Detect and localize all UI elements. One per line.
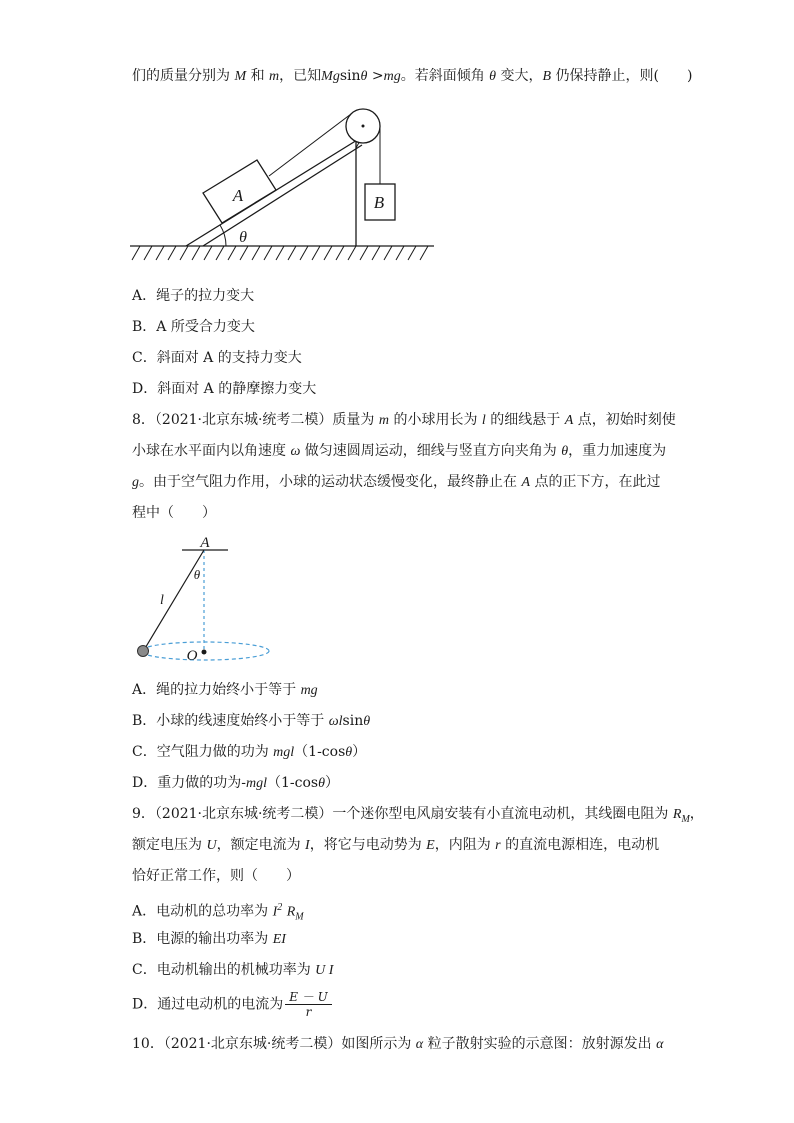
text-run: ， bbox=[689, 806, 704, 822]
q7-option-a bbox=[132, 286, 254, 306]
text-run: B．A 所受合力变大 bbox=[132, 319, 255, 335]
math-symbol: θ bbox=[489, 69, 497, 84]
math-script: M bbox=[295, 911, 304, 923]
current-fraction bbox=[285, 990, 332, 1019]
math-symbol: θ bbox=[561, 444, 569, 459]
math-symbol: I bbox=[305, 838, 310, 853]
math-symbol: U I bbox=[315, 963, 334, 978]
math-symbol: ωl bbox=[328, 714, 343, 729]
text-run: ，额定电流为 bbox=[216, 837, 306, 853]
text-run: A．绳子的拉力变大 bbox=[132, 288, 255, 304]
math-symbol: θ bbox=[345, 745, 353, 760]
q9-option-a bbox=[132, 898, 304, 927]
text-run: sin bbox=[342, 713, 364, 729]
math-symbol: r bbox=[495, 838, 501, 853]
q7-stem-line bbox=[132, 66, 692, 87]
q8-stem-line-1 bbox=[132, 410, 676, 431]
q7-option-c bbox=[132, 348, 302, 368]
text-run: 和 bbox=[246, 68, 270, 84]
text-run: sin bbox=[339, 68, 361, 84]
text-run: 10．（2021·北京东城·统考二模）如图所示为 bbox=[132, 1036, 416, 1052]
text-run: 点的正下方，在此过 bbox=[530, 474, 661, 490]
text-run: > bbox=[367, 68, 384, 84]
math-symbol: θ bbox=[318, 776, 325, 791]
text-run: D．斜面对 A 的静摩擦力变大 bbox=[132, 381, 317, 397]
q8-figure-conical-pendulum bbox=[130, 532, 280, 672]
text-run: ） bbox=[324, 775, 339, 791]
text-run: （1-cos bbox=[294, 744, 346, 760]
q9-stem-line-3 bbox=[132, 866, 300, 886]
q9-stem-line-2 bbox=[132, 835, 659, 856]
math-symbol: g bbox=[132, 475, 139, 490]
text-run: C．斜面对 A 的支持力变大 bbox=[132, 350, 302, 366]
text-run: C．电动机输出的机械功率为 bbox=[132, 962, 316, 978]
text-run: B．电源的输出功率为 bbox=[132, 931, 273, 947]
math-symbol: α bbox=[656, 1037, 664, 1052]
text-run: ，已知 bbox=[279, 68, 322, 84]
math-symbol: m bbox=[269, 69, 280, 84]
q9-option-d bbox=[132, 990, 332, 1019]
math-symbol: M bbox=[234, 69, 247, 84]
math-symbol: θ bbox=[363, 714, 371, 729]
math-symbol: A bbox=[521, 475, 531, 490]
math-script: 2 bbox=[277, 902, 283, 913]
string-length-label: l bbox=[160, 593, 164, 608]
math-symbol: Mg bbox=[321, 69, 340, 84]
math-symbol: mg bbox=[383, 69, 401, 84]
text-run: 。若斜面倾角 bbox=[400, 68, 490, 84]
text-run: 额定电压为 bbox=[132, 837, 207, 853]
text-run: 。由于空气阻力作用，小球的运动状态缓慢变化，最终静止在 bbox=[139, 474, 522, 490]
text-run: 点，初始时刻使 bbox=[573, 412, 676, 428]
text-run: ，将它与电动势为 bbox=[309, 837, 427, 853]
text-run: ，内阻为 bbox=[434, 837, 496, 853]
math-symbol: R bbox=[672, 807, 682, 822]
q9-option-c bbox=[132, 960, 333, 981]
text-run: 9．（2021·北京东城·统考二模）一个迷你型电风扇安装有小直流电动机，其线圈电阻为 bbox=[132, 806, 673, 822]
math-symbol: α bbox=[415, 1037, 424, 1052]
math-symbol: I bbox=[272, 904, 278, 920]
q10-stem-line-1 bbox=[132, 1034, 663, 1055]
math-symbol: mg bbox=[300, 683, 318, 698]
q9-stem-line-1 bbox=[132, 804, 704, 830]
text-run: 们的质量分别为 bbox=[132, 68, 235, 84]
text-run: 恰好正常工作，则（ ） bbox=[132, 868, 300, 884]
math-symbol: U bbox=[206, 838, 217, 853]
q8-option-b bbox=[132, 711, 370, 732]
text-run: A．绳的拉力始终小于等于 bbox=[132, 682, 301, 698]
text-run: （1-cos bbox=[266, 775, 319, 791]
q7-option-d bbox=[132, 379, 316, 399]
block-a-label: A bbox=[232, 186, 244, 205]
math-symbol: ω bbox=[290, 444, 301, 459]
option-d-prefix: D．通过电动机的电流为 bbox=[132, 996, 284, 1013]
math-symbol: θ bbox=[360, 69, 368, 84]
text-run: B．小球的线速度始终小于等于 bbox=[132, 713, 329, 729]
center-o-label: O bbox=[186, 648, 198, 664]
q8-option-a bbox=[132, 680, 318, 701]
q8-option-d bbox=[132, 773, 339, 794]
math-symbol: E bbox=[426, 838, 435, 853]
text-run: 的直流电源相连，电动机 bbox=[500, 837, 660, 853]
fraction-denominator: r bbox=[305, 1005, 312, 1019]
text-run: A．电动机的总功率为 bbox=[132, 903, 273, 920]
text-run: 小球在水平面内以角速度 bbox=[132, 443, 291, 459]
text-run: 变大， bbox=[496, 68, 543, 84]
text-run: 8．（2021·北京东城·统考二模）质量为 bbox=[132, 412, 379, 428]
math-symbol: m bbox=[378, 413, 390, 428]
angle-theta-label: θ bbox=[239, 229, 247, 246]
math-symbol: B bbox=[542, 69, 552, 84]
text-run: C．空气阻力做的功为 bbox=[132, 744, 274, 760]
math-symbol: l bbox=[481, 413, 486, 428]
math-symbol: R bbox=[286, 904, 296, 920]
q9-option-b bbox=[132, 929, 286, 950]
q8-option-c bbox=[132, 742, 366, 763]
q8-stem-line-2 bbox=[132, 441, 666, 462]
angle-theta-label: θ bbox=[193, 567, 201, 582]
text-run: 的细线悬于 bbox=[485, 412, 565, 428]
fraction-numerator: E － U bbox=[285, 990, 332, 1005]
text-run: 做匀速圆周运动，细线与竖直方向夹角为 bbox=[300, 443, 562, 459]
math-symbol: mgl bbox=[273, 745, 295, 760]
text-run: 的小球用长为 bbox=[389, 412, 482, 428]
q7-option-b bbox=[132, 317, 255, 337]
block-b-label: B bbox=[373, 193, 385, 212]
text-run: ） bbox=[352, 744, 367, 760]
text-run: D．重力做的功为- bbox=[132, 775, 246, 791]
text-run: 仍保持静止，则( ) bbox=[551, 68, 693, 84]
point-a-label: A bbox=[200, 535, 210, 551]
q8-stem-line-4 bbox=[132, 503, 216, 523]
math-script: M bbox=[681, 813, 690, 825]
text-run: ，重力加速度为 bbox=[568, 443, 667, 459]
q8-stem-line-3 bbox=[132, 472, 660, 493]
q7-figure-incline-pulley bbox=[130, 100, 440, 272]
text-run: 粒子散射实验的示意图：放射源发出 bbox=[423, 1036, 657, 1052]
math-symbol: mgl bbox=[245, 776, 267, 791]
math-symbol: A bbox=[564, 413, 574, 428]
text-run: 程中（ ） bbox=[132, 505, 216, 521]
math-symbol: EI bbox=[272, 932, 286, 947]
